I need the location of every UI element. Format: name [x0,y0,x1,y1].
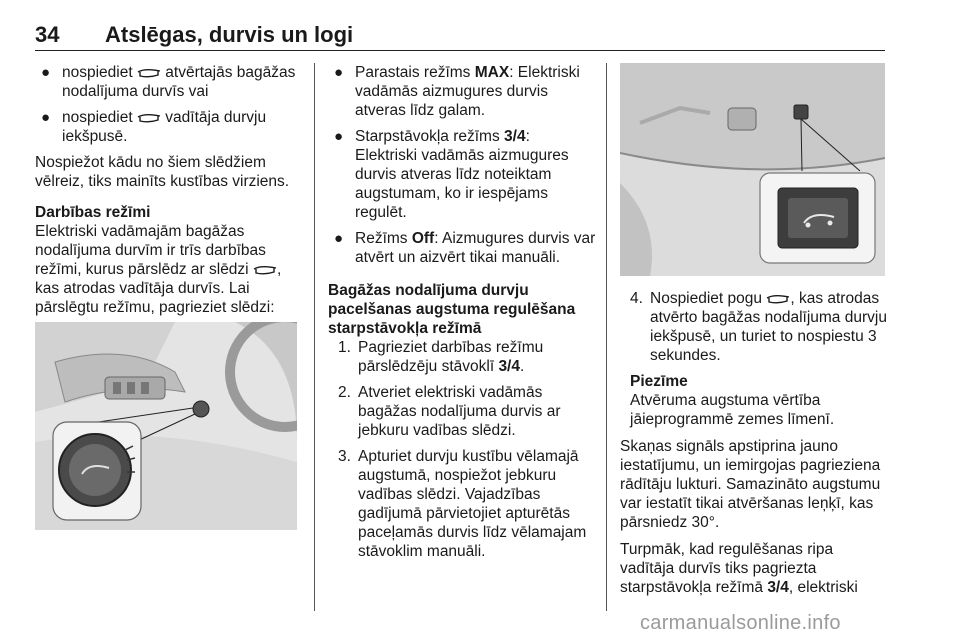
bullet-icon: ● [334,64,344,81]
paragraph: Elektriski vadāmajām bagāžas nodalījuma durvīm ir trīs darbības režīmi, kurus pārslēdz ar slēdzi , kas atrodas vadītāja durvīs. Lai pārslēgtu režīmu, pagrieziet slēdzi: [35,223,282,316]
note-title: Piezīme [630,373,688,390]
column-1 [35,63,303,325]
list-item: 3. Apturiet durvju kustību vēlamajā augstumā, nospiežot jebkuru vadības slēdzi. Vajadzības gadījumā pārvietojiet apturētās paceļamās durvis līdz vēlamajam stāvoklim manuāli. [338,448,587,560]
driver-door-switch-illustration [35,322,297,530]
column-divider-2 [606,63,607,611]
bullet-icon: ● [41,64,51,81]
paragraph: Turpmāk, kad regulēšanas ripa vadītāja durvīs tiks pagriezta starpstāvokļa režīmā 3/4, elektriski [620,541,858,596]
column-divider-1 [314,63,315,611]
page-number: 34 [35,22,60,47]
note-text: Atvēruma augstuma vērtība jāieprogrammē zemes līmenī. [630,392,835,428]
list-item: ● nospiediet atvērtajās bagāžas nodalījuma durvīs vai [41,64,296,100]
section-heading: Bagāžas nodalījuma durvju pacelšanas augstuma regulēšana starpstāvokļa režīmā [328,282,576,337]
column-3 [620,289,890,605]
page-header [35,22,885,51]
list-item: 2. Atveriet elektriski vadāmās bagāžas nodalījuma durvis ar jebkuru vadības slēdzi. [338,384,561,439]
note [620,372,890,429]
list-item: ● nospiediet vadītāja durvju iekšpusē. [41,109,267,145]
watermark: carmanualsonline.info [640,612,841,634]
tailgate-key-icon [766,293,790,305]
list-item: 1. Pagrieziet darbības režīmu pārslēdzēju stāvoklī 3/4. [338,339,544,375]
list-item: ● Parastais režīms MAX: Elektriski vadāmās aizmugures durvis atveras līdz galam. [334,64,580,119]
list-item: ● Starpstāvokļa režīms 3/4: Elektriski vadāmās aizmugures durvis atveras līdz noteiktam augstumam, ko ir iespējams regulēt. [334,128,569,221]
tailgate-key-icon [137,112,161,124]
chapter-title: Atslēgas, durvis un logi [105,22,354,47]
bullet-icon: ● [334,230,344,247]
column-2 [328,63,596,568]
list-item: 4. Nospiediet pogu , kas atrodas atvērto bagāžas nodalījuma durvju iekšpusē, un turiet to nospiestu 3 sekundes. [630,290,887,364]
bullet-icon: ● [41,109,51,126]
paragraph: Skaņas signāls apstiprina jauno iestatījumu, un iemirgojas pagrieziena rādītāju lukturi. Samazināto augstumu var iestatīt tikai atvēršanas leņķī, kas pārsniedz 30°. [620,438,881,531]
tailgate-key-icon [253,264,277,276]
bullet-icon: ● [334,128,344,145]
tailgate-button-illustration [620,63,885,276]
tailgate-key-icon [137,67,161,79]
paragraph: Nospiežot kādu no šiem slēdžiem vēlreiz, tiks mainīts kustības virziens. [35,154,290,190]
list-item: ● Režīms Off: Aizmugures durvis var atvērt un aizvērt tikai manuāli. [334,230,596,266]
section-heading: Darbības režīmi [35,204,151,221]
